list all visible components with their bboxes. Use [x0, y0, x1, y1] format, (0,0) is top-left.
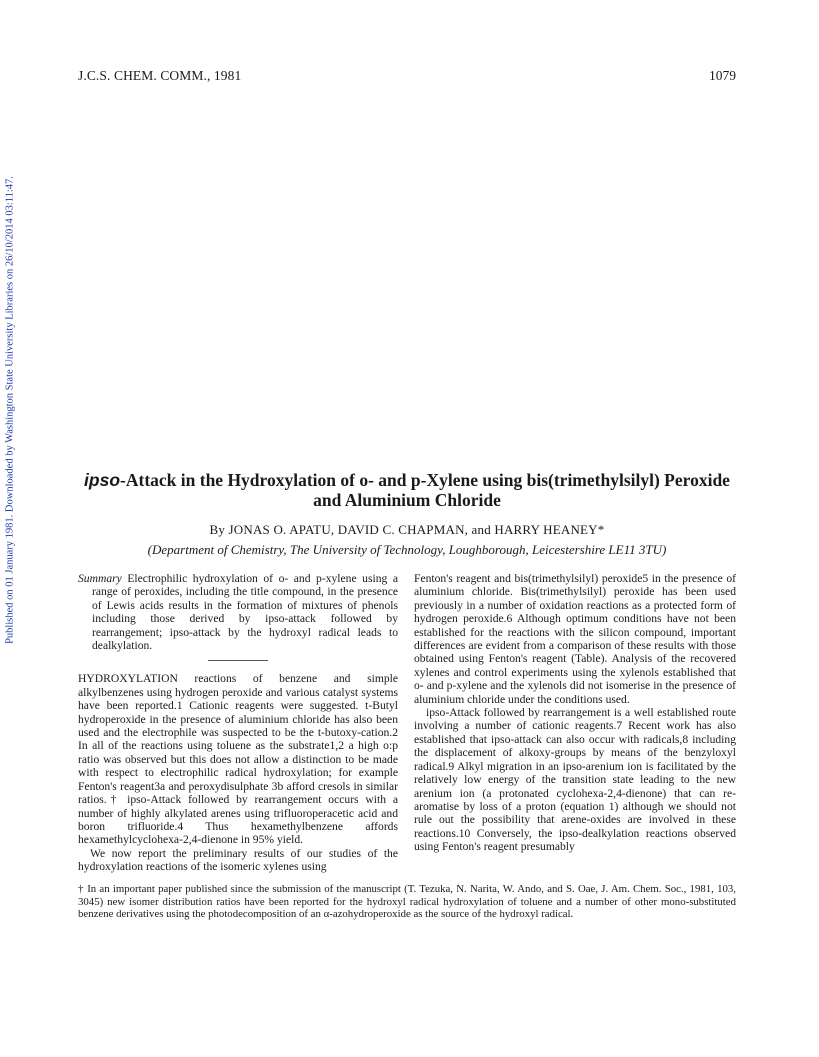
summary-label: Summary: [78, 572, 122, 585]
author-list: By JONAS O. APATU, DAVID C. CHAPMAN, and HARRY HEANEY*: [209, 522, 605, 537]
summary-text: Electrophilic hydroxylation of o- and p-xylene using a range of peroxides, including the title compound, in the presence of Lewis acids results in the formation of mixtures of phenols including those derived by ipso-attack followed by rearrangement; ipso-attack by the hydroxyl radical leads to dealkylation.: [92, 572, 398, 653]
title-lead: ipso: [84, 470, 121, 490]
body-paragraph-1: HYDROXYLATION reactions of benzene and simple alkylbenzenes using hydrogen peroxide and various catalyst systems have been reported.1 Cationic reagents were suggested. t-Butyl hydroperoxide in the presence of aluminium chloride has also been used and the electrophile was suspected to be the t-butoxy-cation.2 In all of the reactions using toluene as the substrate1,2 a high o:p ratio was observed but this does not allow a distinction to be made with respect to electrophilic radical hydroxylation; for example Fenton's reagent3a and peroxydisulphate 3b afford cresols in similar ratios.† ipso-Attack followed by rearrangement occurs with a number of highly alkylated arenes using trifluoroperacetic acid and boron trifluoride.4 Thus hexamethylbenzene affords hexamethylcyclohexa-2,4-dienone in 95% yield.: [78, 672, 398, 847]
download-watermark: [3, 160, 17, 660]
left-column: [78, 572, 398, 874]
footnote: † In an important paper published since the submission of the manuscript (T. Tezuka, N. Narita, W. Ando, and S. Oae, J. Am. Chem. Soc., 1981, 103, 3045) new isomer distribution ratios have been reported for the hydroxyl radical hydroxylation of toluene and a number of other mono-substituted benzene derivatives using the photodecomposition of an α-azohydroperoxide as the source of the hydroxyl radical.: [78, 883, 736, 921]
body-paragraph-2: We now report the preliminary results of our studies of the hydroxylation reactions of the isomeric xylenes using: [78, 846, 398, 874]
affiliation: (Department of Chemistry, The University of Technology, Loughborough, Leicestershire LE11 3TU): [147, 542, 667, 557]
summary-paragraph: [78, 572, 398, 652]
section-divider: [208, 660, 268, 661]
title-rest: -Attack in the Hydroxylation of o- and p-Xylene using bis(trimethylsilyl) Peroxide and Aluminium Chloride: [120, 470, 730, 510]
article-title: [78, 470, 736, 510]
body-paragraph-3: Fenton's reagent and bis(trimethylsilyl) peroxide5 in the presence of aluminium chloride. Bis(trimethylsilyl) peroxide has been used previously in a number of oxidation reactions as a protected form of hydrogen peroxide.6 Although optimum conditions have not been established for the reactions with the silicon compound, important differences are evident from a comparison of these results with those obtained using Fenton's reagent (Table). Analysis of the recovered xylenes and control experiments using the xylenols established that o- and p-xylene and the xylenols did not isomerise in the presence of aluminium chloride under the conditions used.: [414, 572, 736, 706]
page-number: 1079: [709, 68, 736, 83]
journal-header: J.C.S. CHEM. COMM., 1981: [78, 68, 242, 83]
download-watermark-text: Published on 01 January 1981. Downloaded by Washington State University Libraries on 26/10/2014 03:11:47.: [4, 176, 16, 644]
right-column: [414, 572, 736, 854]
body-paragraph-4: ipso-Attack followed by rearrangement is a well established route involving a number of cationic reagents.7 Recent work has also established that ipso-attack can also occur with radicals,8 including the displacement of alkoxy-groups by means of the benzyloxyl radical.9 Alkyl migration in an ipso-arenium ion is facilitated by the relatively low energy of the transition state leading to the new arenium ion (a protonated cyclohexa-2,4-dienone) that can re-aromatise by loss of a proton (equation 1) although we should not rule out the possibility that arene-oxides are involved in these reactions.10 Conversely, the ipso-dealkylation reactions observed using Fenton's reagent presumably: [414, 706, 736, 854]
